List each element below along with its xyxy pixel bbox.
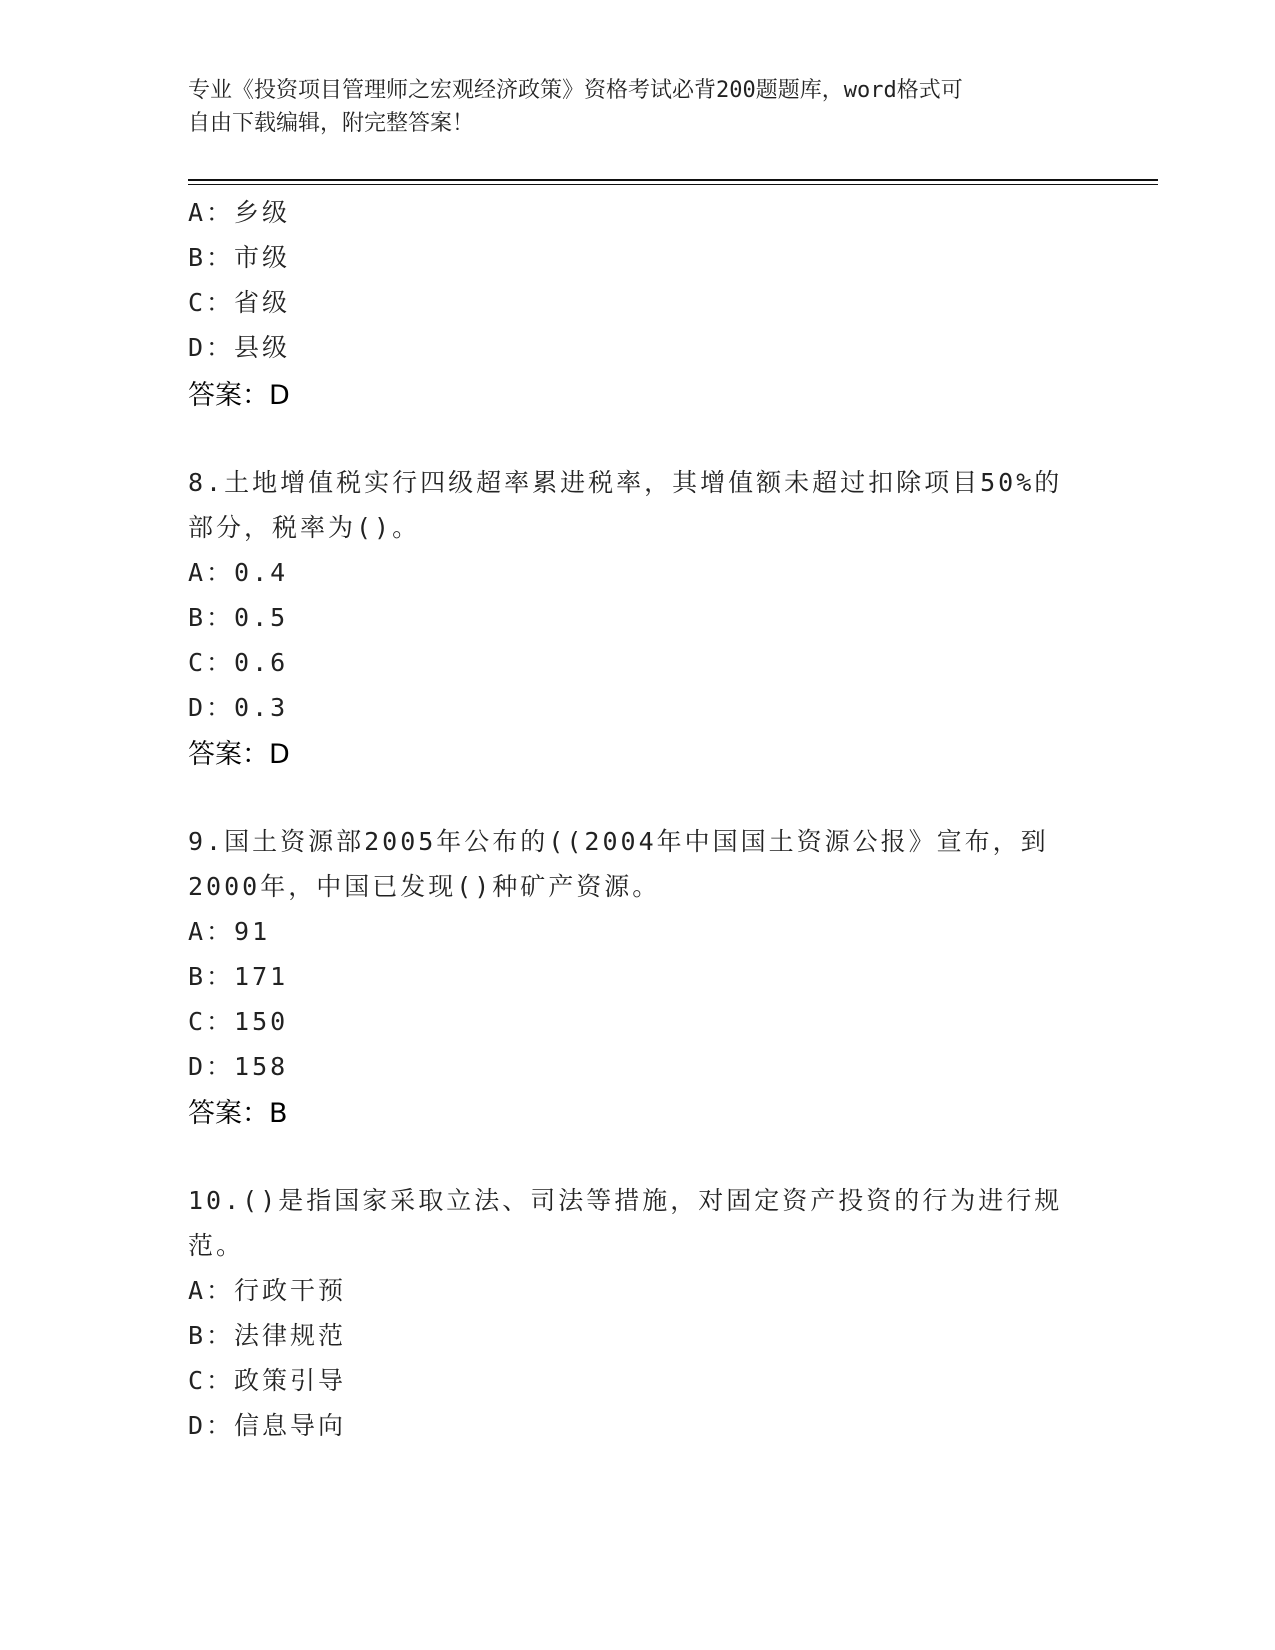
q8-stem-line-2: 部分，税率为()。	[188, 513, 421, 542]
document-header	[188, 74, 1088, 140]
q7-option-b: B：市级	[188, 243, 291, 272]
q9-option-b: B：171	[188, 962, 289, 991]
header-divider-thin	[188, 184, 1158, 185]
q10-option-d: D：信息导向	[188, 1411, 347, 1440]
q8-option-d: D：0.3	[188, 693, 289, 722]
q9-option-d: D：158	[188, 1052, 289, 1081]
q10-option-c: C：政策引导	[188, 1366, 347, 1395]
q9-option-c: C：150	[188, 1007, 289, 1036]
q10-option-a: A：行政干预	[188, 1276, 347, 1305]
q9-stem-line-2: 2000年，中国已发现()种矿产资源。	[188, 872, 661, 901]
q9-answer: 答案：B	[188, 1098, 288, 1129]
q10-option-b: B：法律规范	[188, 1321, 347, 1350]
q7-option-d: D：县级	[188, 333, 291, 362]
q10-stem-line-2: 范。	[188, 1231, 245, 1260]
q8-stem-line-1: 8.土地增值税实行四级超率累进税率，其增值额未超过扣除项目50%的	[188, 468, 1063, 497]
q8-option-c: C：0.6	[188, 648, 289, 677]
q7-answer: 答案：D	[188, 380, 290, 411]
q9-stem-line-1: 9.国土资源部2005年公布的((2004年中国国土资源公报》宣布，到	[188, 827, 1049, 856]
q8-answer: 答案：D	[188, 739, 290, 770]
q9-option-a: A：91	[188, 917, 271, 946]
header-line-1: 专业《投资项目管理师之宏观经济政策》资格考试必背200题题库，word格式可	[188, 78, 963, 103]
q8-option-b: B：0.5	[188, 603, 289, 632]
q7-option-c: C：省级	[188, 288, 291, 317]
header-divider-thick	[188, 179, 1158, 181]
header-line-2: 自由下载编辑，附完整答案！	[188, 111, 475, 136]
q7-option-a: A：乡级	[188, 198, 291, 227]
q10-stem-line-1: 10.()是指国家采取立法、司法等措施，对固定资产投资的行为进行规	[188, 1186, 1063, 1215]
q8-option-a: A：0.4	[188, 558, 289, 587]
